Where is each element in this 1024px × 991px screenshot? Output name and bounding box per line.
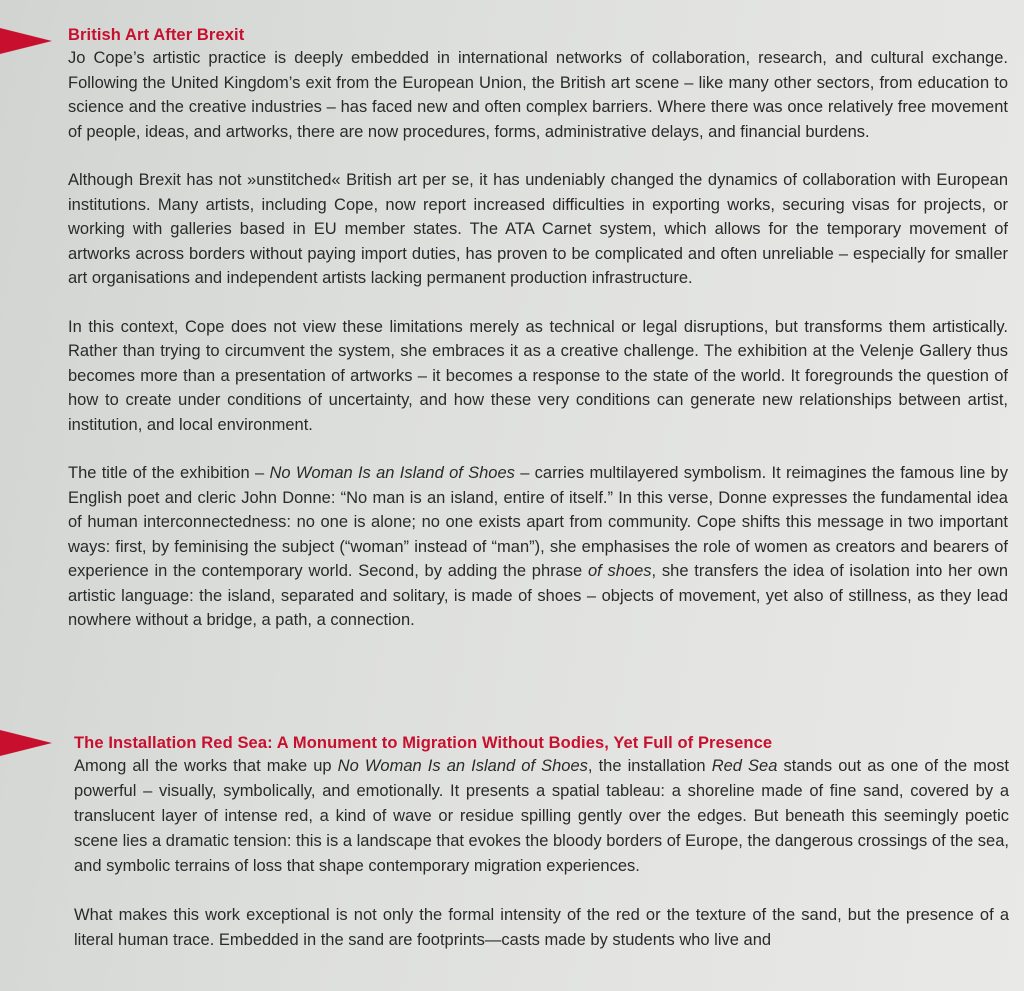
paragraph (74, 754, 1009, 879)
paragraph: In this context, Cope does not view these limitations merely as technical or legal disruptions, but transforms them artistically. Rather than trying to circumvent the system, she embraces it as a creative challenge. The exhibition at the Velenje Gallery thus becomes more than a presentation of artworks – it becomes a response to the state of the world. It foregrounds the question of how to create under conditions of uncertainty, and how these very conditions can generate new relationships between artist, institution, and local environment. (68, 317, 1008, 434)
paragraph: Although Brexit has not »unstitched« British art per se, it has undeniably changed the dynamics of collaboration with European institutions. Many artists, including Cope, now report increased difficulties in exporting works, securing visas for projects, or working with galleries based in EU member states. The ATA Carnet system, which allows for the temporary movement of artworks across borders without paying import duties, has proven to be complicated and often unreliable – especially for smaller art organisations and independent artists lacking permanent production infrastructure. (68, 171, 1008, 287)
italic-title: Red Sea (711, 757, 778, 775)
text-run: , she transfers the idea of isolation into her own artistic language: the island, separated and solitary, is made of shoes – objects of movement, yet also of stillness, as they lead nowhere without a bridge, a path, a connection. (68, 562, 1008, 629)
paragraph: Jo Cope’s artistic practice is deeply embedded in international networks of collaboration, research, and cultural exchange. Following the United Kingdom’s exit from the European Union, the British art scene – like many other sectors, from education to science and the creative industries – has faced new and often complex barriers. Where there was once relatively free movement of people, ideas, and artworks, there are now procedures, forms, administrative delays, and financial burdens. (68, 49, 1008, 141)
italic-title: No Woman Is an Island of Shoes (337, 757, 588, 775)
text-run: The title of the exhibition – (68, 464, 270, 482)
text-run: – carries multilayered symbolism. It reimagines the famous line by English poet and cleric John Donne: “No man is an island, entire of itself.” In this verse, Donne expresses the fundamental idea of human interconnectedness: no one is alone; no one exists apart from community. Cope shifts this message in two important ways: first, by feminising the subject (“woman” instead of “man”), she emphasises the role of women as creators and bearers of experience in the contemporary world. Second, by adding the phrase (68, 464, 1008, 580)
red-arrow-marker (0, 28, 52, 54)
text-run: , the installation (587, 757, 712, 775)
text-run: Among all the works that make up (74, 757, 338, 775)
section-red-sea-installation (74, 732, 1009, 953)
section-british-art-after-brexit (68, 24, 1008, 633)
italic-title: No Woman Is an Island of Shoes (269, 464, 515, 482)
red-arrow-marker (0, 730, 52, 756)
italic-phrase: of shoes (587, 562, 652, 580)
text-run: stands out as one of the most powerful – visually, symbolically, and emotionally. It presents a spatial tableau: a shoreline made of fine sand, covered by a translucent layer of intense red, a kind of wave or residue spilling gently over the edges. But beneath this seemingly poetic scene lies a dramatic tension: this is a landscape that evokes the bloody borders of Europe, the dangerous crossings of the sea, and symbolic terrains of loss that shape contemporary migration experiences. (74, 757, 1009, 875)
section-heading: British Art After Brexit (68, 26, 245, 44)
paragraph: What makes this work exceptional is not only the formal intensity of the red or the texture of the sand, but the presence of a literal human trace. Embedded in the sand are footprints—casts made by students who live and (74, 906, 1009, 949)
paragraph (68, 461, 1008, 633)
section-heading: The Installation Red Sea: A Monument to Migration Without Bodies, Yet Full of Presence (74, 734, 773, 752)
